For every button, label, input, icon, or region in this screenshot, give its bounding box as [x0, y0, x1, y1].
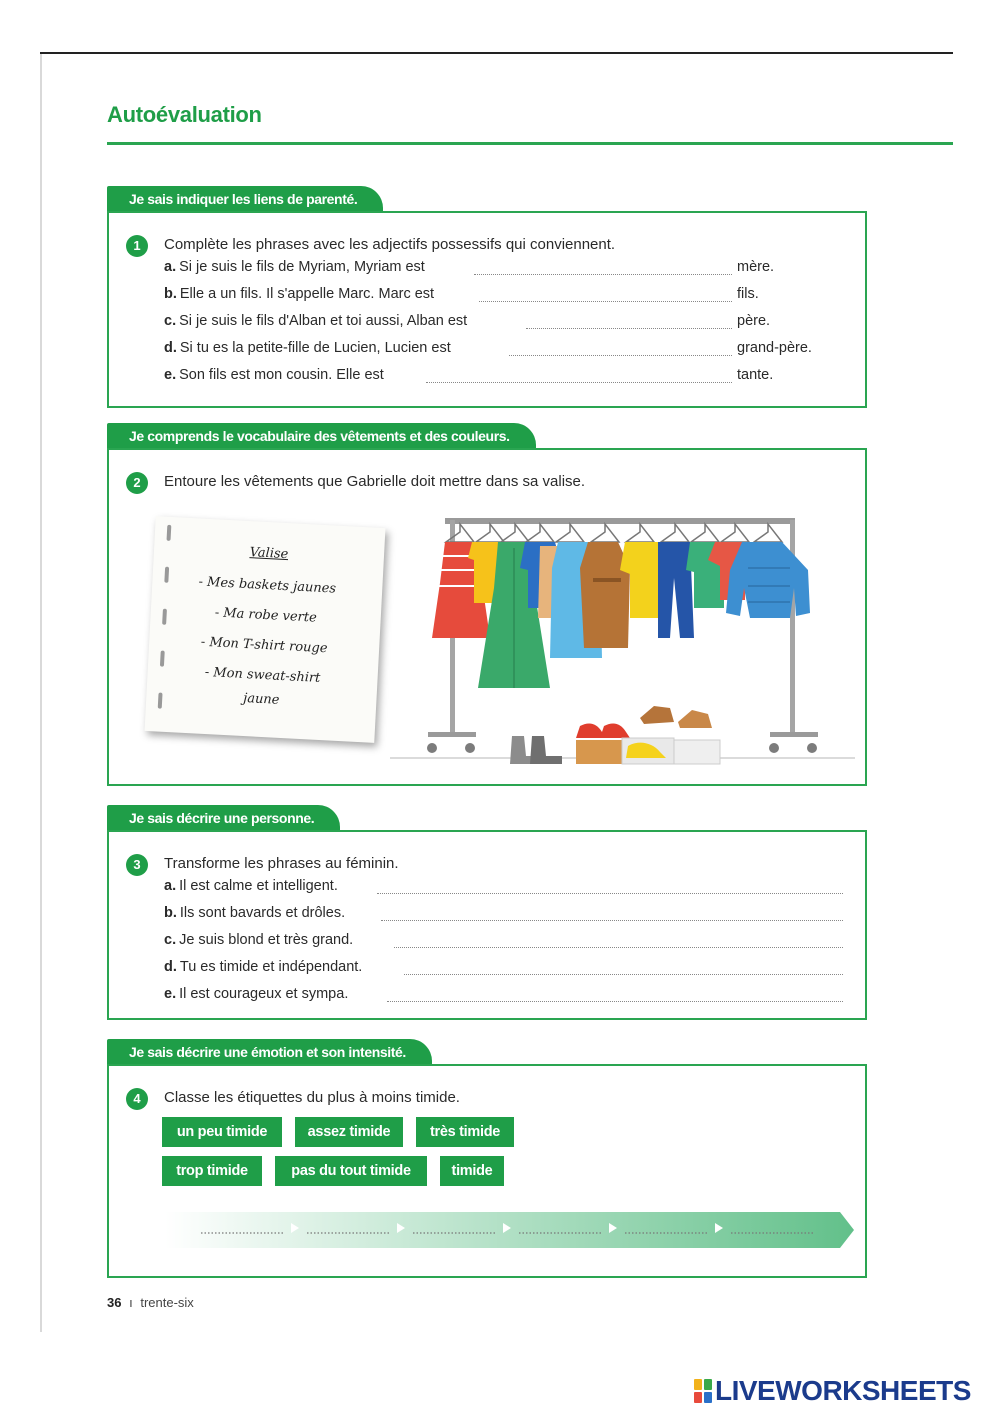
clothes-rack-illustration[interactable] — [390, 508, 855, 770]
left-rule — [40, 54, 42, 1332]
answer-blank[interactable] — [381, 920, 843, 921]
label-tag[interactable]: timide — [440, 1156, 504, 1186]
exercise-number-2: 2 — [126, 472, 148, 494]
section-2-tab: Je comprends le vocabulaire des vêtements et des couleurs. — [107, 423, 536, 449]
page-title: Autoévaluation — [107, 102, 262, 127]
exercise-1-item-b: b. Elle a un fils. Il s'appelle Marc. Marc est fils. — [164, 286, 759, 302]
answer-blank[interactable] — [387, 1001, 843, 1002]
section-3-tab: Je sais décrire une personne. — [107, 805, 340, 831]
intensity-arrow[interactable] — [165, 1210, 855, 1250]
exercise-1-item-a: a. Si je suis le fils de Myriam, Myriam est mère. — [164, 259, 775, 275]
note-line: - Mon T-shirt rouge — [200, 634, 328, 657]
label-tag[interactable]: assez timide — [295, 1117, 403, 1147]
exercise-1-item-e: e. Son fils est mon cousin. Elle est tante. — [164, 367, 774, 383]
answer-blank[interactable] — [377, 893, 843, 894]
exercise-number-4: 4 — [126, 1088, 148, 1110]
section-3-box — [107, 830, 867, 1020]
answer-blank[interactable] — [474, 274, 732, 275]
exercise-3-item-a: a. Il est calme et intelligent. — [164, 878, 851, 898]
answer-blank[interactable] — [394, 947, 843, 948]
page-number-words: trente-six — [140, 1295, 194, 1310]
exercise-3-item-e: e. Il est courageux et sympa. — [164, 986, 851, 1006]
exercise-2-instruction: Entoure les vêtements que Gabrielle doit mettre dans sa valise. — [164, 473, 586, 490]
answer-blank[interactable] — [509, 355, 732, 356]
answer-blank[interactable] — [526, 328, 732, 329]
exercise-1-item-c: c. Si je suis le fils d'Alban et toi aussi, Alban est père. — [164, 313, 771, 329]
section-4-tab: Je sais décrire une émotion et son intensité. — [107, 1039, 432, 1065]
binder-hole — [167, 525, 172, 541]
exercise-number-1: 1 — [126, 235, 148, 257]
section-1-tab: Je sais indiquer les liens de parenté. — [107, 186, 383, 212]
answer-blank[interactable] — [426, 382, 732, 383]
exercise-3-item-b: b. Ils sont bavards et drôles. — [164, 905, 851, 925]
exercise-number-3: 3 — [126, 854, 148, 876]
exercise-1-item-d: d. Si tu es la petite-fille de Lucien, Lucien est grand-père. — [164, 340, 812, 356]
exercise-3-item-d: d. Tu es timide et indépendant. — [164, 959, 851, 979]
label-tag[interactable]: un peu timide — [162, 1117, 282, 1147]
note-line: - Mes baskets jaunes — [198, 574, 337, 597]
answer-blank[interactable] — [479, 301, 732, 302]
liveworksheets-mark-icon — [694, 1379, 712, 1403]
label-tag[interactable]: trop timide — [162, 1156, 262, 1186]
label-tag[interactable]: très timide — [416, 1117, 514, 1147]
exercise-4-instruction: Classe les étiquettes du plus à moins timide. — [164, 1089, 460, 1106]
exercise-3-instruction: Transforme les phrases au féminin. — [164, 855, 399, 872]
answer-blank[interactable] — [404, 974, 843, 975]
page-separator: ı — [129, 1295, 133, 1310]
top-rule — [40, 52, 953, 54]
exercise-1-instruction: Complète les phrases avec les adjectifs possessifs qui conviennent. — [164, 236, 616, 253]
logo-text: LIVEWORKSHEETS — [715, 1375, 971, 1406]
page-number: 36 — [107, 1295, 122, 1310]
note-line: jaune — [242, 690, 280, 708]
note-line: - Mon sweat-shirt — [204, 664, 321, 686]
exercise-3-item-c: c. Je suis blond et très grand. — [164, 932, 851, 952]
label-tag[interactable]: pas du tout timide — [275, 1156, 427, 1186]
note-line: - Ma robe verte — [214, 605, 318, 626]
section-1-box — [107, 211, 867, 408]
suitcase-note — [145, 516, 386, 743]
title-rule — [107, 142, 953, 145]
page-footer — [107, 1295, 194, 1310]
note-title: Valise — [249, 545, 289, 563]
liveworksheets-logo — [694, 1374, 971, 1408]
